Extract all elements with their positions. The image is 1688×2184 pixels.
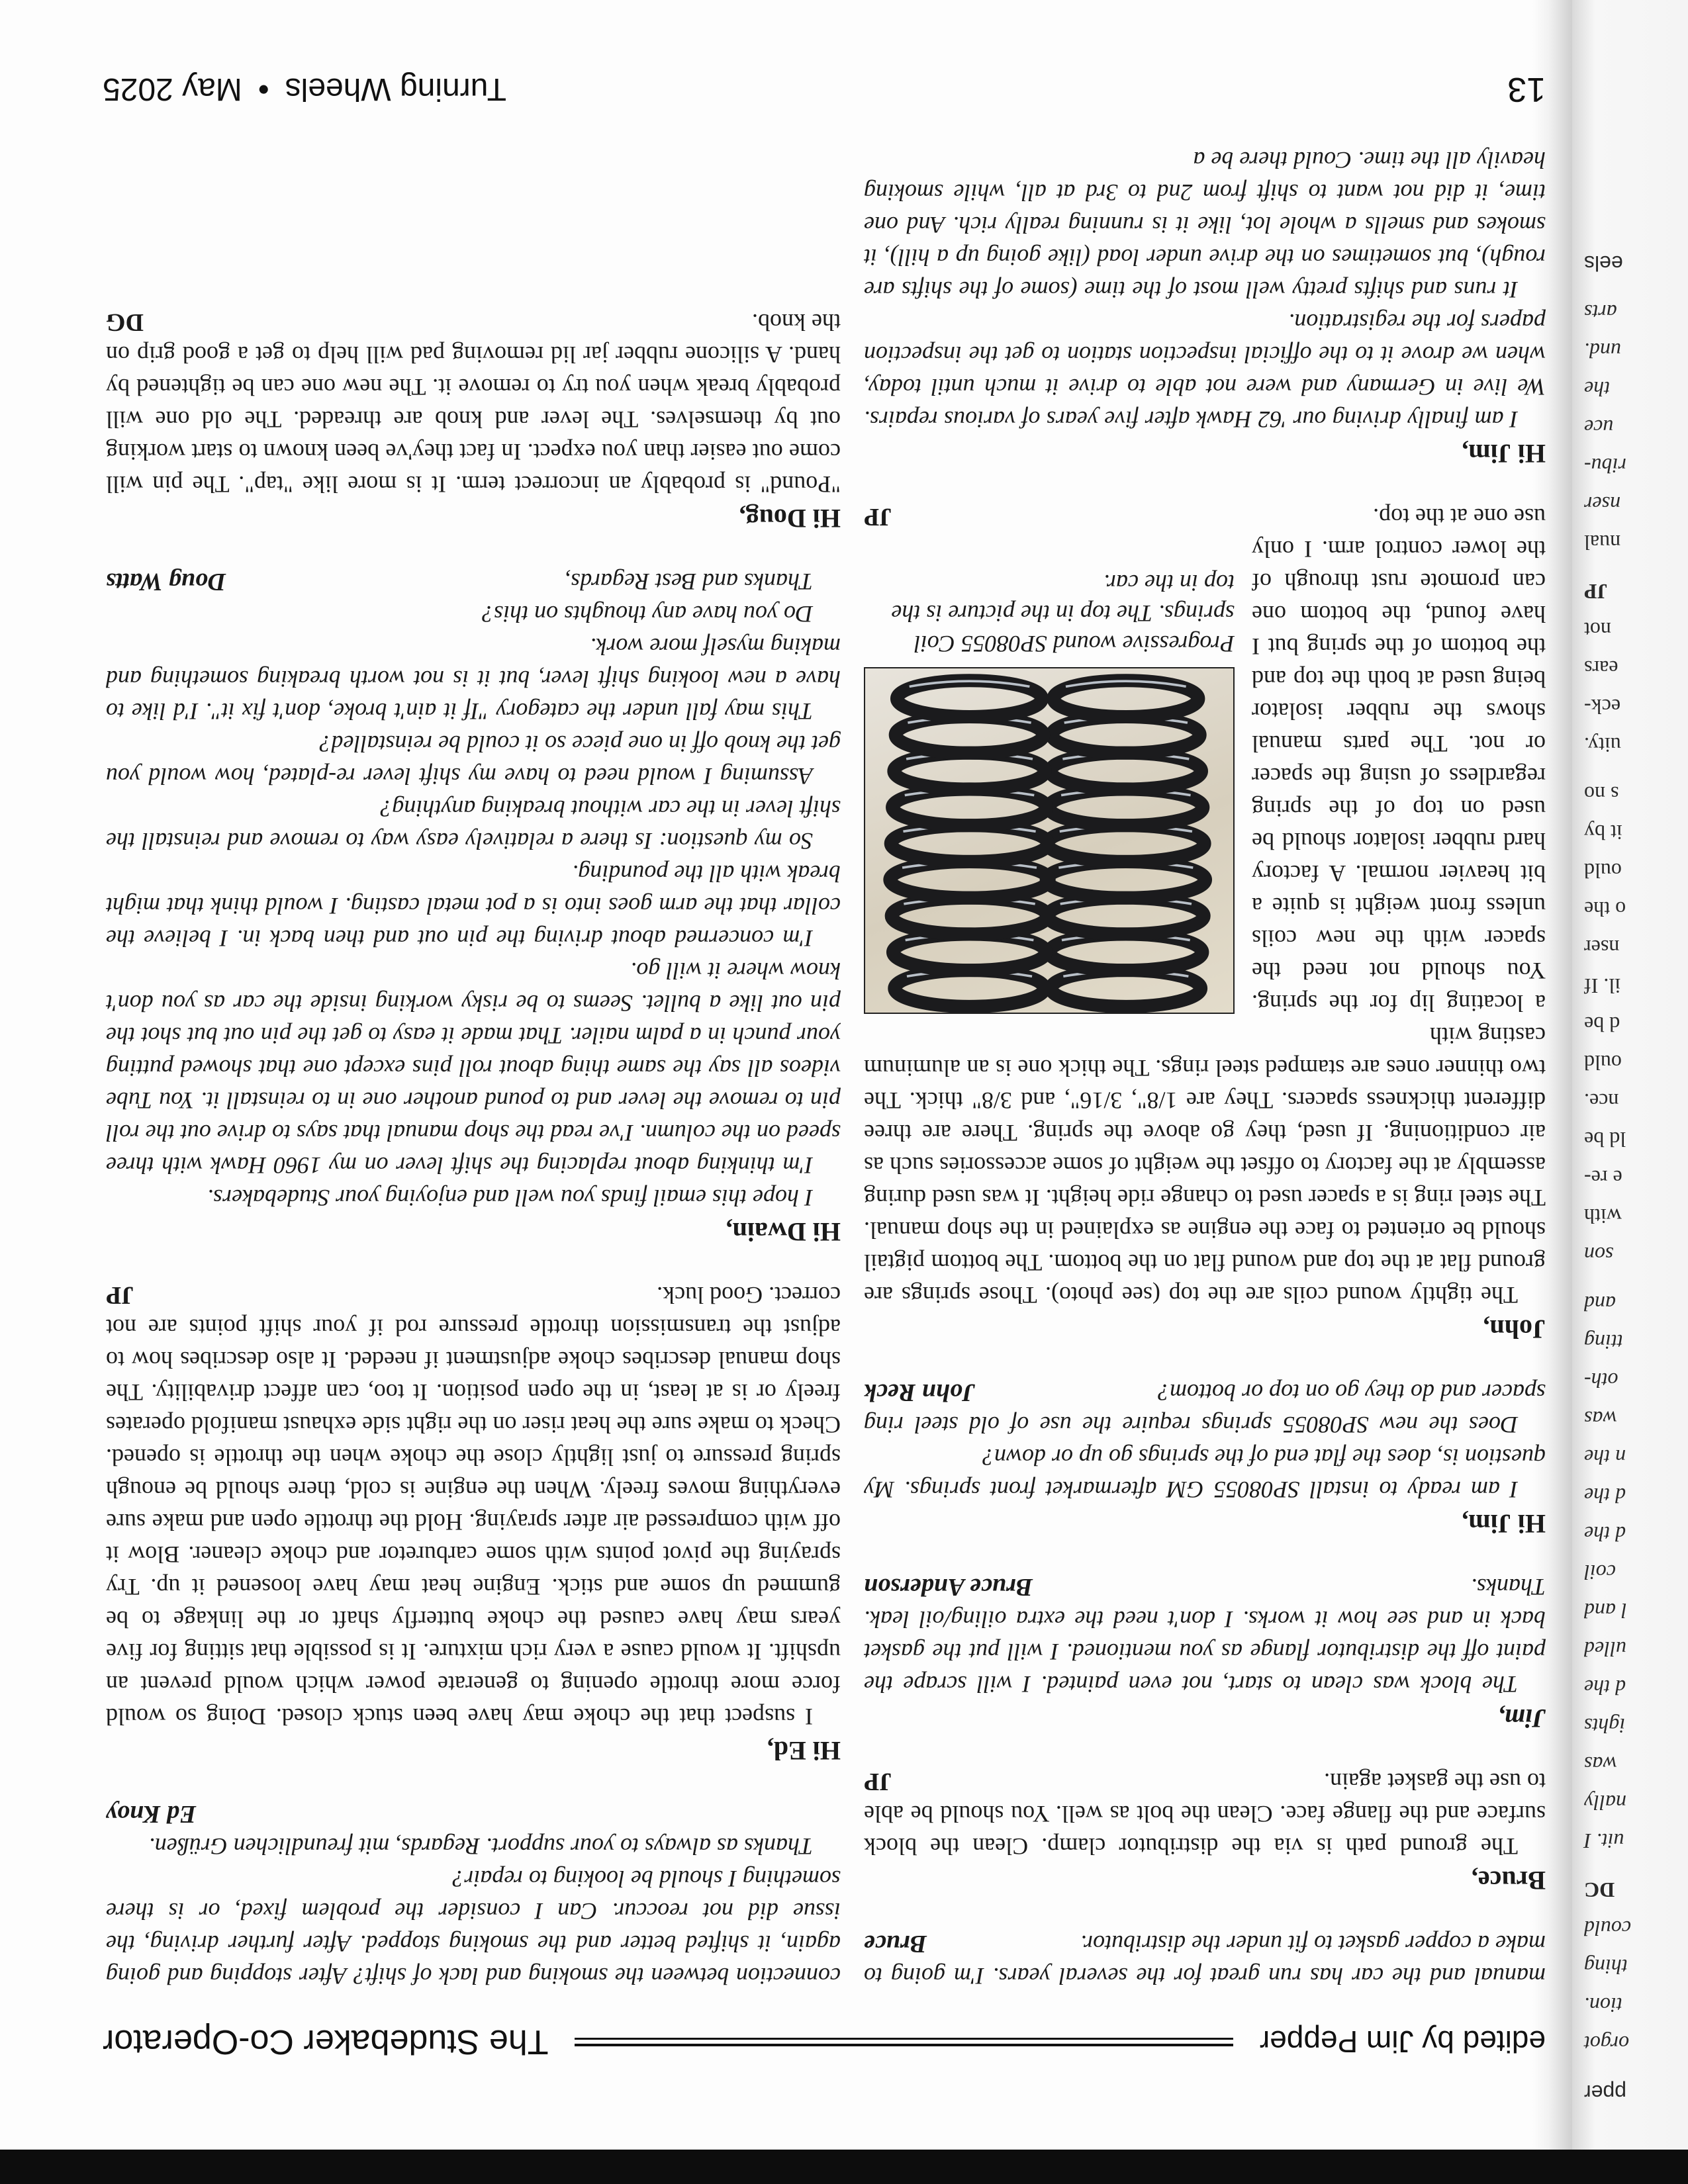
- header-double-rule: [575, 2037, 1233, 2046]
- adjacent-page-text-fragment: with: [1584, 1205, 1622, 1228]
- signature: DG: [106, 308, 144, 336]
- letter-paragraph: This may fall under the category "If it ain't broke, don't fix it". I'd like to have a new looking shift lever, but it is not worth breaking something and making myself more work.: [106, 633, 841, 725]
- salutation: Jim,: [1497, 1704, 1546, 1733]
- reply-to-bruce: [864, 1765, 1546, 1862]
- salutation: Hi Dwain,: [726, 1217, 841, 1247]
- adjacent-page-text-fragment: o the: [1584, 897, 1626, 921]
- adjacent-page-text-fragment: s no: [1584, 782, 1619, 806]
- adjacent-page-text-fragment: could: [1584, 1917, 1632, 1940]
- adjacent-page-text-fragment: the: [1584, 377, 1611, 401]
- salutation: Hi Jim,: [1462, 1509, 1546, 1539]
- letter-paragraph: Does the new SP08055 springs require the use of old steel ring spacer and do they go on top or bottom? John Reck: [864, 1376, 1546, 1441]
- adjacent-page-text-fragment: uit. I: [1584, 1829, 1624, 1853]
- adjacent-page-text-fragment: ulled: [1584, 1637, 1626, 1661]
- spring-photo-figure: [864, 568, 1235, 1014]
- signature: JP: [106, 1281, 134, 1309]
- adjacent-page-text-fragment: e re-: [1584, 1166, 1622, 1190]
- salutation: Hi Ed,: [767, 1736, 841, 1766]
- salutation: John,: [1483, 1314, 1546, 1344]
- reply-text: The ground path is via the distributor clamp. Clean the block surface and the flange face. Clean the bolt as well. You should be able to use the gasket again. JP: [864, 1765, 1546, 1862]
- publication-name: Turning Wheels: [285, 71, 506, 107]
- adjacent-page-text-fragment: tting: [1584, 1330, 1623, 1354]
- reply-to-john: [864, 500, 1546, 1311]
- adjacent-page-text-fragment: eels: [1584, 251, 1623, 275]
- salutation: Hi Doug,: [739, 504, 841, 533]
- page-header: [103, 2019, 1546, 2065]
- adjacent-page-text-fragment: coil: [1584, 1561, 1616, 1584]
- adjacent-page-text-fragment: son: [1584, 1243, 1614, 1267]
- letter-paragraph: Do you have any thoughts on this?: [482, 601, 813, 627]
- adjacent-page-text-fragment: nser: [1584, 492, 1621, 516]
- reply-text: "Pound" is probably an incorrect term. It is more like "tap". The pin will come out easier than you expect. In fact they've been known to start working out by themselves. The lever and knob are threaded. The old one will probably break when you try to remove it. The new one can be tightened by hand. A silicone rubber jar lid removing pad will help to get a good grip on the knob. DG: [106, 306, 841, 500]
- photo-caption: Progressive wound SP08055 Coil springs. The top in the picture is the top in the car.: [891, 570, 1235, 657]
- coil-spring-left: [1047, 680, 1205, 1007]
- letter-john-reck: [864, 1376, 1546, 1506]
- publication-line: [103, 71, 506, 108]
- letter-paragraph: I am ready to install SP08055 GM aftermarket front springs. My question is, does the flat end of the springs go up or down?: [864, 1444, 1546, 1503]
- letter-ed-knoy-continued: [106, 1797, 841, 1992]
- reply-to-doug: [106, 306, 841, 500]
- adjacent-page-text-fragment: il. If: [1584, 974, 1621, 998]
- adjacent-page-text-fragment: was: [1584, 1407, 1617, 1431]
- coil-springs-photo: [864, 667, 1235, 1014]
- adjacent-page-text-fragment: ights: [1584, 1714, 1626, 1738]
- adjacent-page-text-fragment: it by: [1584, 821, 1622, 844]
- signature: Doug Watts: [106, 568, 226, 596]
- adjacent-page-text-fragment: DC: [1584, 1878, 1615, 1902]
- reply-text: The tightly wound coils are the top (see photo). Those springs are ground flat at the top and wound flat on the bottom. The bottom pigtail should be oriented to face the engine as explained in the shop manual. The steel ring is a spacer used to change ride height. It was used during assembly at the factory to offset the weight of some accessories such as air conditioning. If used, they go above the spring. There are three different thickness spacers. They are 1/8", 3/16", and 3/8" thick. The two thinner ones are stamped steel rings. The thick one is an aluminum casting with: [864, 1023, 1546, 1308]
- adjacent-page-text-fragment: ld be: [1584, 1128, 1626, 1152]
- adjacent-page-text-fragment: ribu-: [1584, 454, 1626, 478]
- adjacent-page-text-fragment: oth-: [1584, 1369, 1618, 1392]
- scanner-black-border: [0, 2150, 1688, 2184]
- adjacent-page-text-fragment: l and: [1584, 1599, 1627, 1623]
- page-footer: [103, 66, 1546, 113]
- letter-ed-knoy-start: [864, 146, 1546, 435]
- signature: Ed Knoy: [106, 1800, 197, 1828]
- adjacent-page-text-fragment: and: [1584, 1292, 1616, 1316]
- adjacent-page-text-fragment: orgot: [1584, 2032, 1630, 2056]
- letter-paragraph: Thanks and Best Regards, Doug Watts: [106, 565, 841, 598]
- adjacent-page-text-fragment: nally: [1584, 1791, 1626, 1815]
- adjacent-page-text-fragment: d the: [1584, 1676, 1626, 1700]
- adjacent-page-text-fragment: d be: [1584, 1013, 1620, 1036]
- adjacent-page-text-fragment: nser: [1584, 936, 1620, 960]
- signature: JP: [864, 1768, 892, 1796]
- letter-paragraph: Thanks as always to your support. Regards, mit freundlichen Grüßen. Ed Knoy: [106, 1830, 841, 1862]
- adjacent-page-text-fragment: uity.: [1584, 733, 1621, 757]
- adjacent-page-text: [1584, 236, 1631, 2103]
- letter-paragraph: I hope this email finds you well and enjoying your Studebakers.: [207, 1185, 813, 1211]
- adjacent-page-sliver: [1572, 0, 1688, 2150]
- adjacent-page-text-fragment: ears: [1584, 657, 1618, 680]
- editor-credit: edited by Jim Pepper: [1259, 2025, 1546, 2059]
- adjacent-page-text-fragment: not: [1584, 618, 1611, 642]
- adjacent-page-text-fragment: n the: [1584, 1445, 1626, 1469]
- signature: John Reck: [864, 1379, 975, 1406]
- letter-bruce-continued: [864, 1927, 1546, 1992]
- adjacent-page-text-fragment: nce.: [1584, 1089, 1619, 1113]
- letter-bruce-followup: [864, 1570, 1546, 1700]
- coil-springs-illustration: [865, 668, 1233, 1013]
- salutation: Bruce,: [1471, 1866, 1546, 1895]
- letter-text: manual and the car has run great for the several years. I'm going to make a copper gasket to fit under the distributor. Bruce: [864, 1927, 1546, 1992]
- letter-paragraph: I'm concerned about driving the pin out and then back in. I believe the collar that the arm goes into is a pot metal casting. I would think that might break with all the pounding.: [106, 860, 841, 952]
- coil-spring-right: [890, 680, 1049, 1007]
- adjacent-page-text-fragment: und.: [1584, 339, 1621, 363]
- reply-text: I suspect that the choke may have been stuck closed. Doing so would force more throttle opening to generate power which would prevent an upshift. It would cause a very rich mixture. It is possible that sitting for five years may have caused the choke butterfly shaft or the linkage to be gummed up some and stick. Engine heat may have loosened it up. Try spraying the pivot points with some carburetor and choke cleaner. Blow it off with compressed air after spraying. Hold the throttle open and make sure everything moves freely. When the engine is cold, there should be enough spring pressure to just lightly close the choke when the throttle is opened. Check to make sure the heat riser on the right side exhaust manifold operates freely or is at least, in the open position. It too, can affect drivability. The shop manual describes choke adjustment if needed. It also describes how to adjust the transmission throttle pressure rod if your shift points are not correct. Good luck. JP: [106, 1279, 841, 1733]
- adjacent-page-text-fragment: d the: [1584, 1522, 1626, 1546]
- issue-date: May 2025: [103, 71, 242, 107]
- signature: Bruce Anderson: [864, 1573, 1033, 1601]
- adjacent-page-text-fragment: eck-: [1584, 695, 1621, 719]
- column-right: [106, 146, 841, 1992]
- column-left: [864, 146, 1546, 1992]
- letter-paragraph: Assuming I would need to have my shift lever re-plated, how would you get the knob off in one piece so it could be reinstalled?: [106, 731, 841, 790]
- column-title: The Studebaker Co-Operator: [103, 2023, 549, 2061]
- adjacent-page-text-fragment: d the: [1584, 1484, 1626, 1508]
- letter-paragraph: So my question: Is there a relatively easy way to remove and reinstall the shift lever in the car without breaking anything?: [106, 796, 841, 854]
- reply-text-wrapped: a locating lip for the spring. You should not need the spacer with the new coils unless front weight is quite a bit heavier normal. A factory hard rubber isolator should be used on top of the spring regardless of using the spacer or not. The parts manual shows the rubber isolator being used at both the top and the bottom of the spring but I have found, the bottom one can promote rust through of the lower control arm. I only use one at the top. JP: [864, 500, 1546, 1019]
- page-number: 13: [1507, 70, 1546, 109]
- adjacent-page-text-fragment: arts: [1584, 300, 1617, 324]
- adjacent-page-text-fragment: thing: [1584, 1955, 1628, 1979]
- letter-paragraph: I am finally driving our '62 Hawk after five years of various repairs. We live in Germany and were not able to drive it much until today, when we drove it to the official inspection station to get the inspection papers for the registration.: [864, 309, 1546, 433]
- adjacent-page-text-fragment: JP: [1584, 580, 1608, 604]
- signature: JP: [864, 503, 892, 531]
- bullet-separator: •: [258, 71, 269, 107]
- adjacent-page-text-fragment: tion.: [1584, 1993, 1622, 2017]
- letter-paragraph: It runs and shifts pretty well most of the time (some of the shifts are rough), but sometimes on the drive under load (like going up a hill), it smokes and smells a whole lot, like it is running really rich. And one time, it did not want to shift from 2nd to 3rd at all, while smoking heavily all the time. Could there be a: [864, 147, 1546, 303]
- letter-paragraph: I'm thinking about replacing the shift lever on my 1960 Hawk with three speed on the column. I've read the shop manual that says to drive out the roll pin to remove the lever and to pound another one in to reinstall it. You Tube videos all say the same thing about roll pins except one that showed putting your punch in a palm nailer. That made it easy to get the pin out but shot the pin out like a bullet. Seems to be risky working inside the car as you don't know where it will go.: [106, 958, 841, 1179]
- letter-paragraph: connection between the smoking and lack of shift? After stopping and going again, it shifted better and the smoking stopped. After further driving, the issue did not reoccur. Can I consider the problem fixed, or is there something I should be looking to repair?: [106, 1866, 841, 1989]
- adjacent-page-header-fragment: pper: [1584, 2081, 1627, 2105]
- adjacent-page-text-fragment: ould: [1584, 1051, 1622, 1075]
- adjacent-page-text-fragment: was: [1584, 1752, 1617, 1776]
- letter-doug-watts: [106, 565, 841, 1214]
- adjacent-page-text-fragment: ould: [1584, 859, 1622, 883]
- adjacent-page-text-fragment: uce: [1584, 416, 1614, 439]
- letter-text: The block was clean to start, not even painted. I will scrape the paint off the distributor flange as you mentioned. I will put the gasket back in and see how it works. I don't need the extra oiling/oil leak. Thanks. Bruce Anderson: [864, 1570, 1546, 1700]
- signature: Bruce: [864, 1930, 927, 1958]
- adjacent-page-text-fragment: nual: [1584, 531, 1621, 555]
- salutation: Hi Jim,: [1462, 439, 1546, 469]
- reply-to-ed: [106, 1279, 841, 1733]
